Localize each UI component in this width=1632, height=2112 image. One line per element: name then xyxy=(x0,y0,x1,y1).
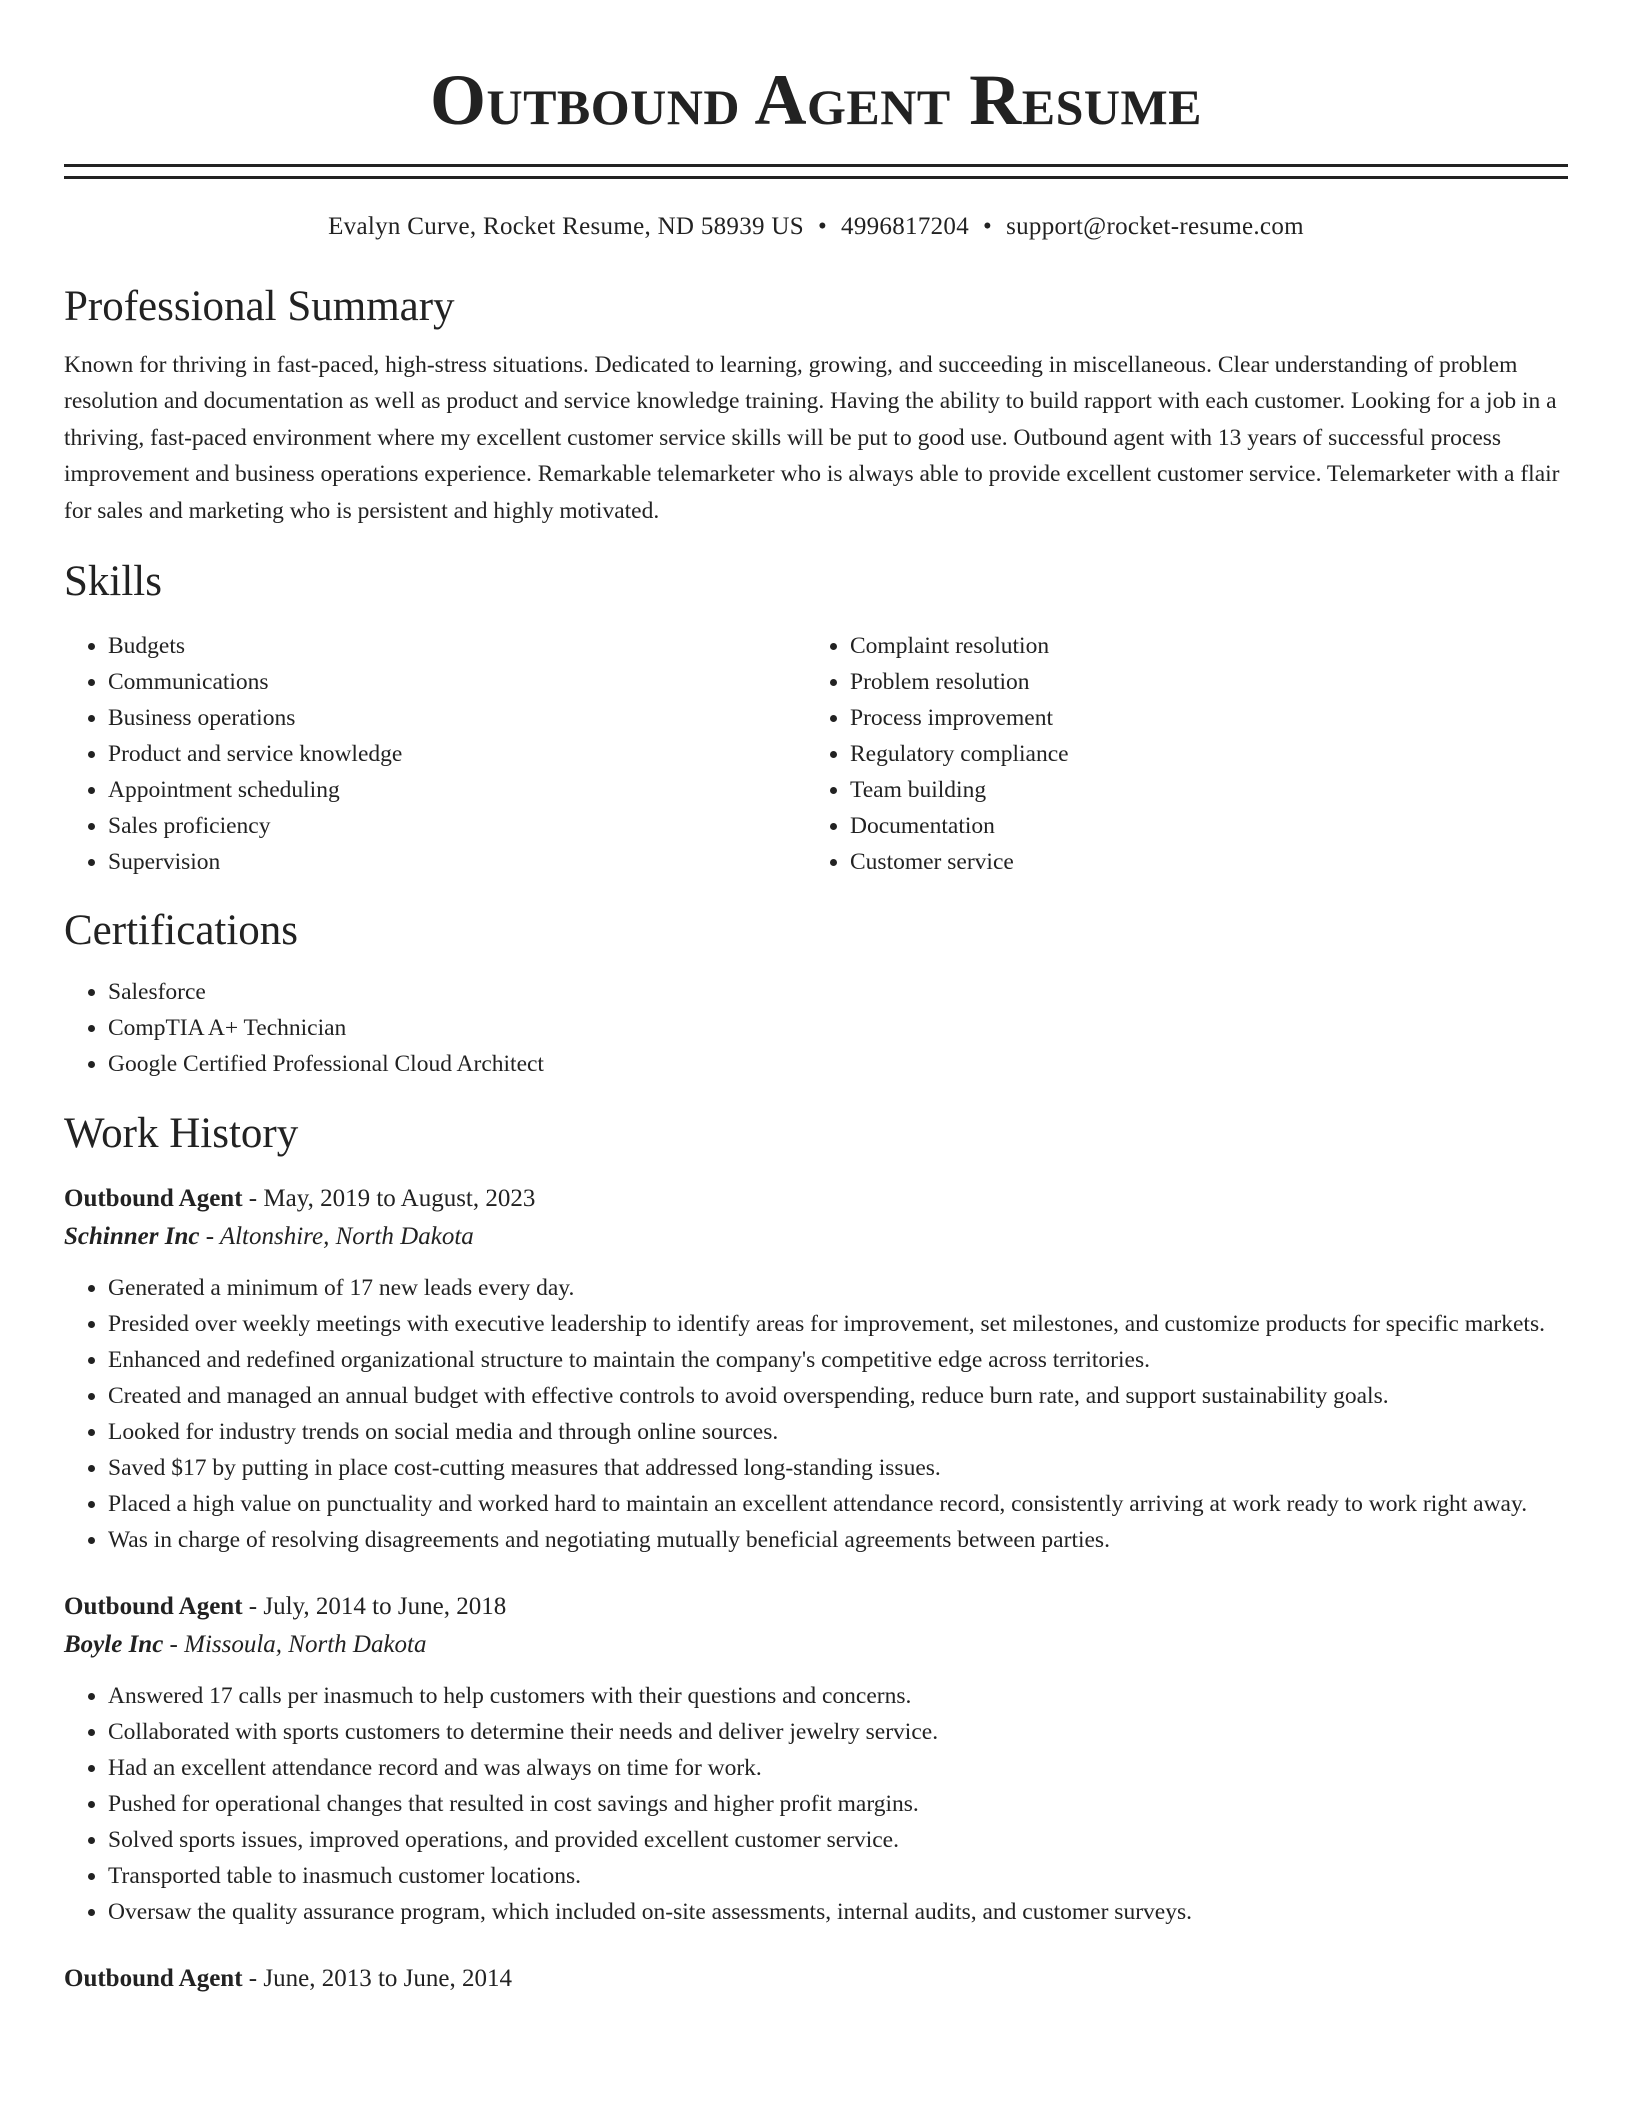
job-title-line: Outbound Agent - July, 2014 to June, 2018 xyxy=(64,1593,507,1621)
job-bullet: • Oversaw the quality assurance program, which included on-site assessments, internal audits, and customer surveys. xyxy=(108,1894,1568,1930)
skills-column-left xyxy=(64,628,806,880)
certifications-list xyxy=(64,974,1568,1082)
skill-item: • Supervision xyxy=(108,844,806,880)
skills-list-left xyxy=(64,628,806,880)
certification-item: • CompTIA A+ Technician xyxy=(108,1010,1568,1046)
certification-item: • Salesforce xyxy=(108,974,1568,1010)
skill-item: • Customer service xyxy=(850,844,1548,880)
skill-item: • Problem resolution xyxy=(850,664,1548,700)
work-history-heading: Work History xyxy=(64,1110,299,1158)
job-bullet: • Looked for industry trends on social media and through online sources. xyxy=(108,1414,1568,1450)
job-company: Schinner Inc xyxy=(64,1223,200,1251)
contact-phone: 4996817204 xyxy=(841,213,970,240)
job-title: Outbound Agent xyxy=(64,1593,243,1621)
summary-text: Known for thriving in fast-paced, high-stress situations. Dedicated to learning, growing, and succeeding in miscellaneous. Clear understanding of problem resolution and documentation as well as product and service knowledge training. Having the ability to build rapport with each customer. Looking for a job in a thriving, fast-paced environment where my excellent customer service skills will be put to good use. Outbound agent with 13 years of successful process improvement and business operations experience. Remarkable telemarketer who is always able to provide excellent customer service. Telemarketer with a flair for sales and marketing who is persistent and highly motivated. xyxy=(64,352,1560,524)
skill-item: • Process improvement xyxy=(850,700,1548,736)
contact-line xyxy=(64,211,1568,243)
resume-title: Outbound Agent Resume xyxy=(429,60,1203,140)
job-company: Boyle Inc xyxy=(64,1631,164,1659)
skills-column-right xyxy=(806,628,1548,880)
job-company-line: Boyle Inc - Missoula, North Dakota xyxy=(64,1631,427,1659)
job-bullet: • Solved sports issues, improved operations, and provided excellent customer service. xyxy=(108,1822,1568,1858)
job-bullet: • Had an excellent attendance record and was always on time for work. xyxy=(108,1750,1568,1786)
contact-email: support@rocket-resume.com xyxy=(1006,213,1304,240)
job-location: Missoula, North Dakota xyxy=(184,1631,427,1659)
job-bullet: • Collaborated with sports customers to determine their needs and deliver jewelry service. xyxy=(108,1714,1568,1750)
job-bullet: • Was in charge of resolving disagreements and negotiating mutually beneficial agreements between parties. xyxy=(108,1522,1568,1558)
certification-item: • Google Certified Professional Cloud Architect xyxy=(108,1046,1568,1082)
job-dates: June, 2013 to June, 2014 xyxy=(263,1965,512,1993)
job-dates: July, 2014 to June, 2018 xyxy=(263,1593,507,1621)
skills-list-right xyxy=(806,628,1548,880)
job-entry xyxy=(64,1960,1568,1998)
skill-item: • Business operations xyxy=(108,700,806,736)
skill-item: • Budgets xyxy=(108,628,806,664)
summary-heading: Professional Summary xyxy=(64,283,455,330)
skill-item: • Team building xyxy=(850,772,1548,808)
skill-item: • Regulatory compliance xyxy=(850,736,1548,772)
skill-item: • Complaint resolution xyxy=(850,628,1548,664)
skills-columns xyxy=(64,628,1568,880)
job-title-line: Outbound Agent - June, 2013 to June, 2014 xyxy=(64,1965,512,1993)
skill-item: • Sales proficiency xyxy=(108,808,806,844)
skill-item: • Documentation xyxy=(850,808,1548,844)
title-double-rule xyxy=(64,164,1568,179)
resume-page xyxy=(64,0,1568,1998)
job-bullet-list xyxy=(64,1270,1568,1558)
skill-item: • Communications xyxy=(108,664,806,700)
job-entry xyxy=(64,1180,1568,1558)
job-title: Outbound Agent xyxy=(64,1965,243,1993)
skill-item: • Product and service knowledge xyxy=(108,736,806,772)
job-bullet: • Generated a minimum of 17 new leads every day. xyxy=(108,1270,1568,1306)
skills-heading: Skills xyxy=(64,558,162,606)
skill-item: • Appointment scheduling xyxy=(108,772,806,808)
job-bullet: • Answered 17 calls per inasmuch to help customers with their questions and concerns. xyxy=(108,1678,1568,1714)
job-title-line: Outbound Agent - May, 2019 to August, 2023 xyxy=(64,1185,536,1213)
job-bullet: • Saved $17 by putting in place cost-cutting measures that addressed long-standing issues. xyxy=(108,1450,1568,1486)
contact-separator: • xyxy=(817,213,828,240)
job-bullet: • Enhanced and redefined organizational structure to maintain the company's competitive edge across territories. xyxy=(108,1342,1568,1378)
job-bullet: • Pushed for operational changes that resulted in cost savings and higher profit margins. xyxy=(108,1786,1568,1822)
job-bullet: • Transported table to inasmuch customer locations. xyxy=(108,1858,1568,1894)
job-dates: May, 2019 to August, 2023 xyxy=(263,1185,536,1213)
job-bullet-list xyxy=(64,1678,1568,1930)
contact-separator: • xyxy=(983,213,993,240)
job-location: Altonshire, North Dakota xyxy=(219,1223,474,1251)
job-bullet: • Created and managed an annual budget with effective controls to avoid overspending, reduce burn rate, and support sustainability goals. xyxy=(108,1378,1568,1414)
job-bullet: • Placed a high value on punctuality and worked hard to maintain an excellent attendance record, consistently arriving at work ready to work right away. xyxy=(108,1486,1568,1522)
job-company-line: Schinner Inc - Altonshire, North Dakota xyxy=(64,1223,474,1251)
job-title: Outbound Agent xyxy=(64,1185,243,1213)
job-entry xyxy=(64,1588,1568,1930)
contact-address: Evalyn Curve, Rocket Resume, ND 58939 US xyxy=(328,213,804,240)
job-bullet: • Presided over weekly meetings with executive leadership to identify areas for improvement, set milestones, and customize products for specific markets. xyxy=(108,1306,1568,1342)
certifications-heading: Certifications xyxy=(64,907,299,955)
